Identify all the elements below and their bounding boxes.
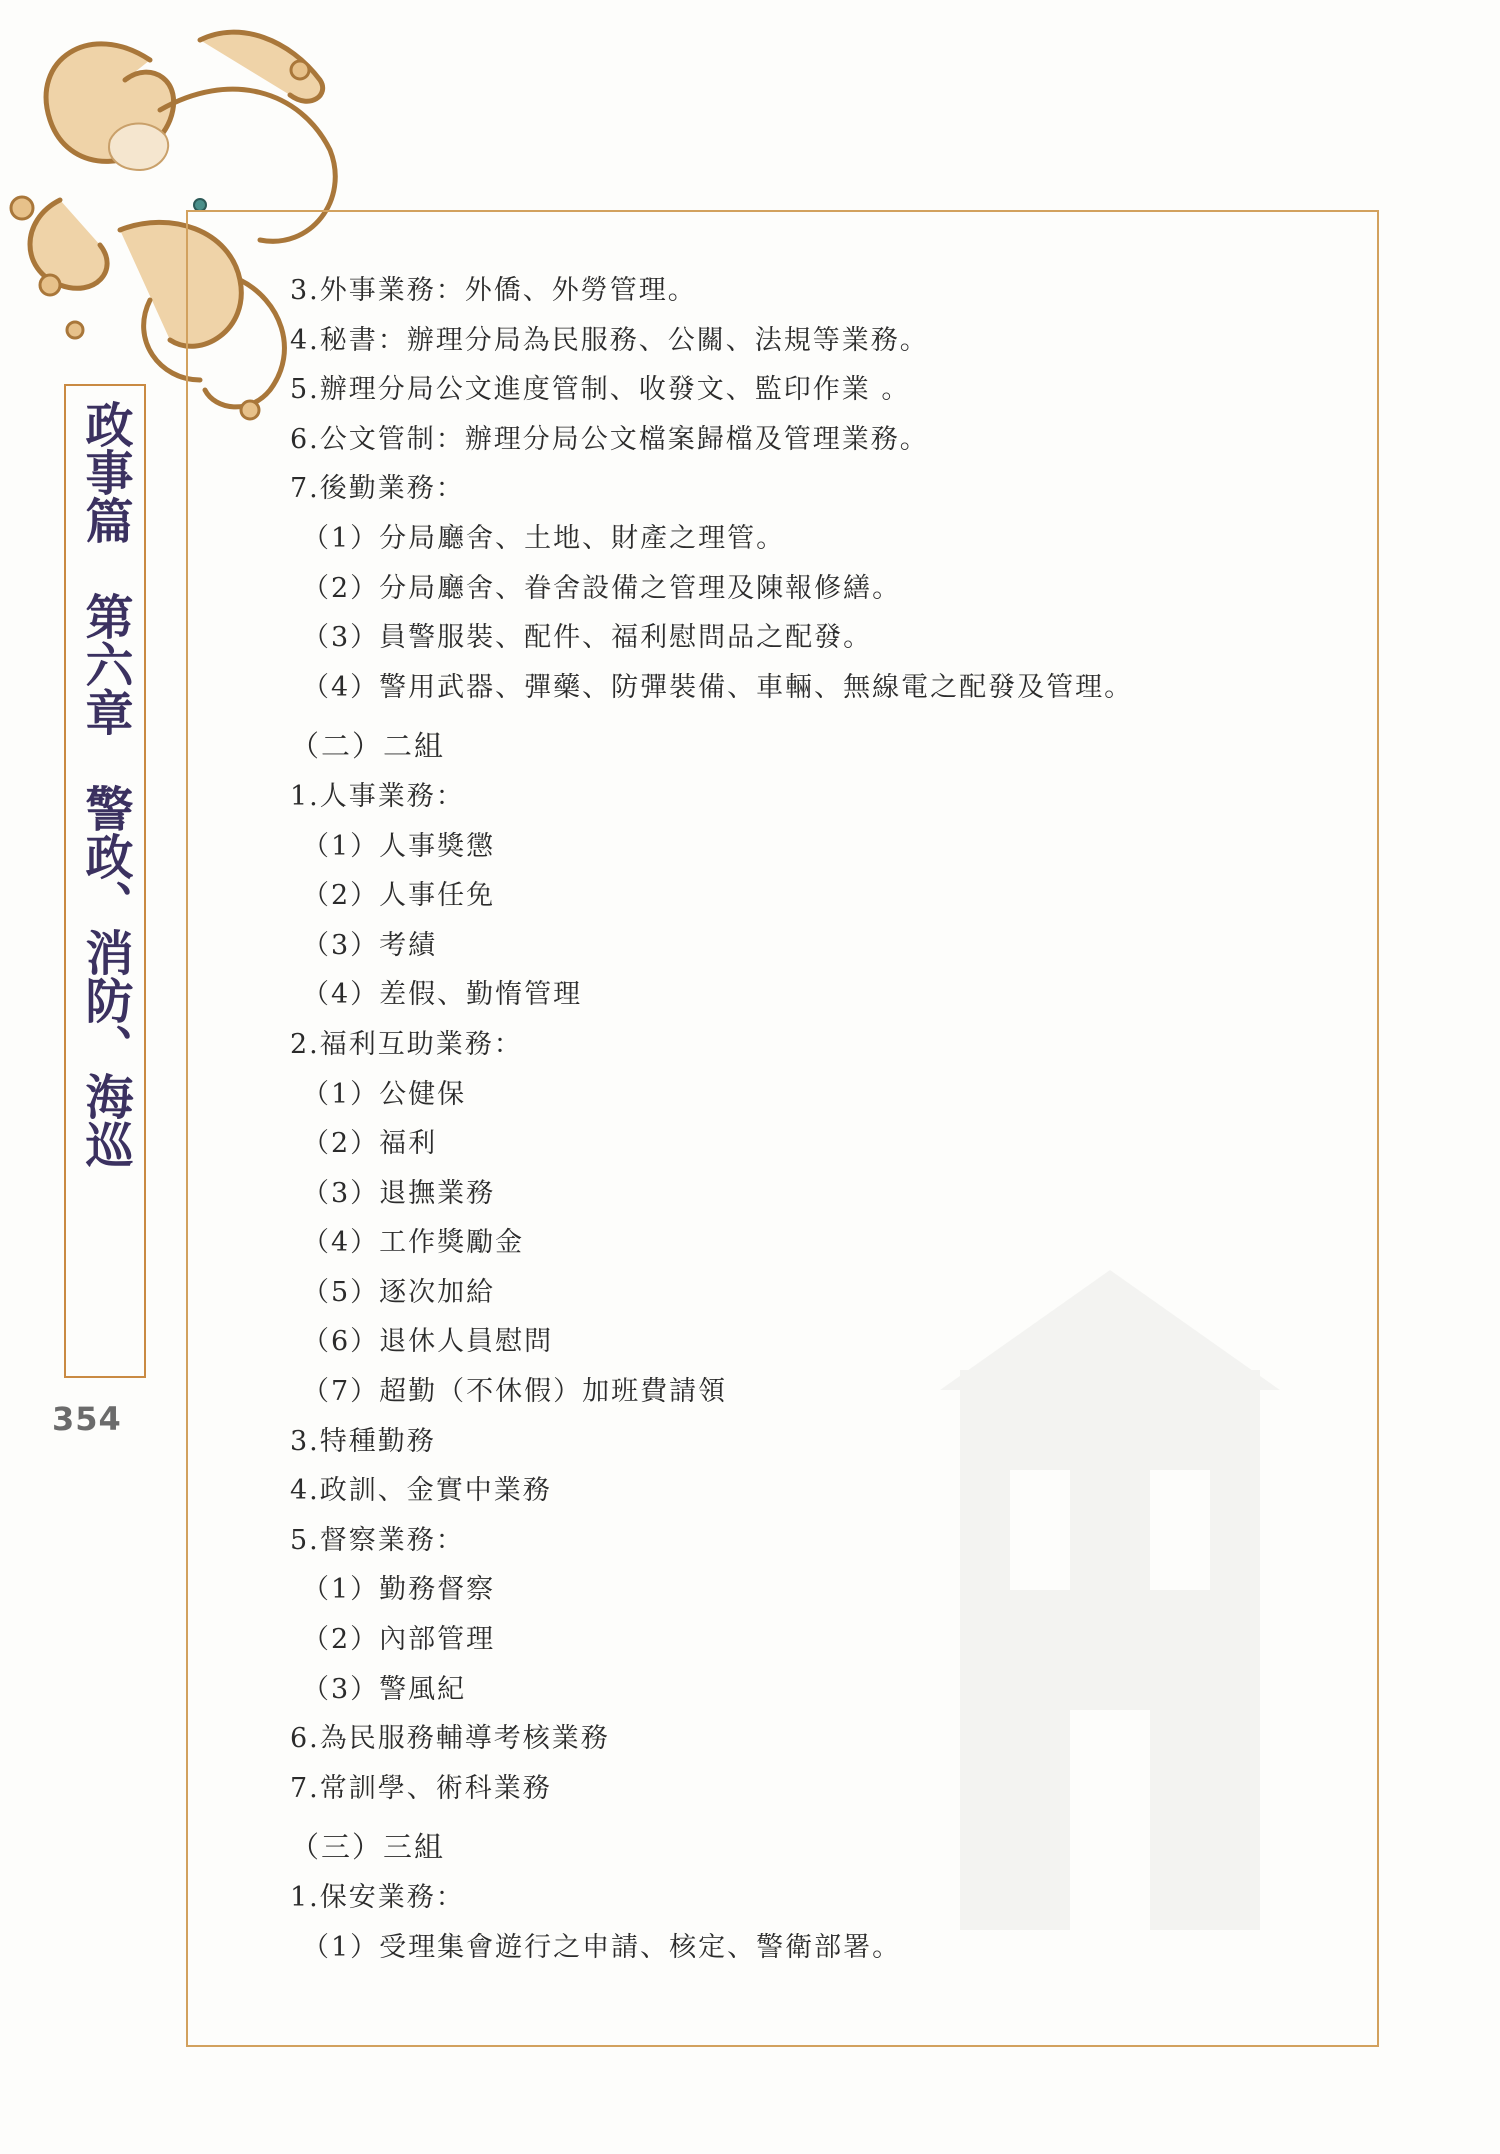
sub-list-item: （3）員警服裝、配件、福利慰問品之配發。	[302, 622, 873, 654]
sub-list-item: （6）退休人員慰問	[302, 1326, 554, 1358]
list-item: 3.外事業務：外僑、外勞管理。	[290, 275, 697, 306]
list-item: 7.後勤業務：	[290, 473, 465, 505]
list-item: 5.督察業務：	[290, 1524, 465, 1556]
section-heading: （三）三組	[290, 1830, 446, 1865]
list-item: 1.人事業務：	[290, 780, 465, 812]
sub-list-item: （3）警風紀	[302, 1673, 467, 1705]
sub-list-item: （2）福利	[302, 1128, 438, 1160]
sub-list-item: （2）人事任免	[302, 880, 496, 912]
list-item: 4.政訓、金實中業務	[290, 1475, 552, 1507]
sub-list-item: （5）逐次加給	[302, 1276, 496, 1308]
sub-list-item: （1）受理集會遊行之申請、核定、警衛部署。	[302, 1931, 902, 1963]
chapter-title: 政事篇 第六章 警政、消防、海巡	[77, 400, 133, 1168]
sub-list-item: （1）人事獎懲	[302, 830, 496, 862]
body-text	[290, 266, 1360, 1972]
list-item: 6.公文管制：辦理分局公文檔案歸檔及管理業務。	[290, 423, 929, 455]
list-item: 6.為民服務輔導考核業務	[290, 1723, 610, 1755]
list-item: 7.常訓學、術科業務	[290, 1772, 552, 1804]
sub-list-item: （1）分局廳舍、土地、財產之理管。	[302, 522, 786, 554]
chapter-sidebar	[64, 384, 146, 1378]
sub-list-item: （4）警用武器、彈藥、防彈裝備、車輛、無線電之配發及管理。	[302, 671, 1134, 703]
sub-list-item: （4）差假、勤惰管理	[302, 979, 583, 1011]
sub-list-item: （1）公健保	[302, 1078, 467, 1110]
list-item: 4.秘書：辦理分局為民服務、公關、法規等業務。	[290, 324, 929, 356]
sub-list-item: （4）工作獎勵金	[302, 1227, 525, 1259]
sub-list-item: （3）退撫業務	[302, 1177, 496, 1209]
page-number: 354	[52, 1400, 122, 1438]
sub-list-item: （7）超勤（不休假）加班費請領	[302, 1376, 728, 1408]
sub-list-item: （2）分局廳舍、眷舍設備之管理及陳報修繕。	[302, 572, 902, 604]
list-item: 5.辦理分局公文進度管制、收發文、監印作業 。	[290, 374, 911, 406]
sub-list-item: （3）考績	[302, 929, 438, 961]
section-heading: （二）二組	[290, 729, 446, 764]
sub-list-item: （2）內部管理	[302, 1624, 496, 1656]
list-item: 2.福利互助業務：	[290, 1028, 523, 1060]
list-item: 1.保安業務：	[290, 1882, 465, 1913]
sub-list-item: （1）勤務督察	[302, 1574, 496, 1606]
list-item: 3.特種勤務	[290, 1425, 436, 1457]
